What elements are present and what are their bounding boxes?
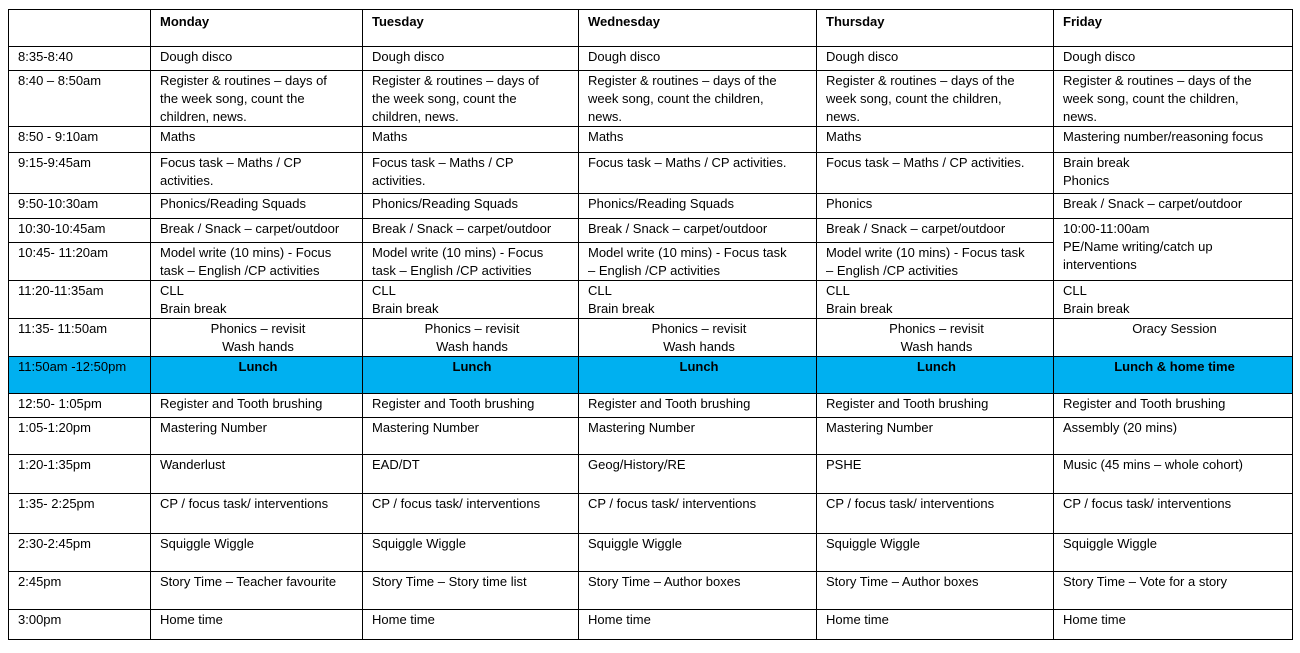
cell-line: – English /CP activities bbox=[826, 263, 958, 278]
cell-line: Model write (10 mins) - Focus bbox=[160, 245, 332, 260]
slot-monday bbox=[151, 534, 363, 572]
timetable bbox=[8, 9, 1293, 640]
cell-line: Squiggle Wiggle bbox=[160, 536, 254, 551]
slot-wednesday bbox=[579, 357, 817, 394]
day-wednesday: Wednesday bbox=[579, 10, 817, 47]
cell-line: week song, count the children, bbox=[826, 91, 1002, 106]
slot-thursday bbox=[817, 418, 1054, 455]
cell-line: Register and Tooth brushing bbox=[372, 396, 535, 411]
schedule-row bbox=[9, 418, 1293, 455]
slot-thursday bbox=[817, 610, 1054, 640]
cell-line: task – English /CP activities bbox=[160, 263, 320, 278]
cell-line: CLL bbox=[372, 283, 396, 298]
cell-line: Lunch bbox=[917, 359, 956, 374]
cell-line: Model write (10 mins) - Focus task bbox=[588, 245, 787, 260]
slot-wednesday bbox=[579, 418, 817, 455]
schedule-row bbox=[9, 71, 1293, 127]
cell-line: Register and Tooth brushing bbox=[160, 396, 323, 411]
cell-line: week song, count the children, bbox=[1063, 91, 1239, 106]
cell-line: Model write (10 mins) - Focus bbox=[372, 245, 544, 260]
cell-line: Mastering Number bbox=[372, 420, 479, 435]
slot-monday bbox=[151, 281, 363, 319]
cell-line: Focus task – Maths / CP activities. bbox=[588, 155, 787, 170]
cell-line: Story Time – Vote for a story bbox=[1063, 574, 1228, 589]
cell-line: Dough disco bbox=[372, 49, 445, 64]
cell-line: Story Time – Author boxes bbox=[588, 574, 741, 589]
slot-wednesday bbox=[579, 71, 817, 127]
schedule-row bbox=[9, 153, 1293, 194]
schedule-row bbox=[9, 494, 1293, 534]
slot-wednesday bbox=[579, 455, 817, 494]
cell-line: Focus task – Maths / CP activities. bbox=[826, 155, 1025, 170]
cell-line: Phonics – revisit bbox=[210, 321, 306, 336]
cell-line: Register & routines – days of bbox=[160, 73, 327, 88]
cell-line: Mastering Number bbox=[160, 420, 267, 435]
slot-monday bbox=[151, 71, 363, 127]
slot-monday bbox=[151, 494, 363, 534]
cell-line: Register & routines – days of the bbox=[826, 73, 1015, 88]
cell-line: Lunch & home time bbox=[1114, 359, 1235, 374]
cell-line: Maths bbox=[826, 129, 862, 144]
time-cell: 9:15-9:45am bbox=[9, 153, 151, 194]
cell-line: PSHE bbox=[826, 457, 862, 472]
cell-line: Phonics – revisit bbox=[889, 321, 984, 336]
slot-thursday bbox=[817, 47, 1054, 71]
cell-line: Phonics/Reading Squads bbox=[372, 196, 518, 211]
cell-line: Maths bbox=[372, 129, 408, 144]
slot-friday bbox=[1054, 610, 1293, 640]
time-cell: 8:50 - 9:10am bbox=[9, 127, 151, 153]
cell-line: CP / focus task/ interventions bbox=[372, 496, 541, 511]
cell-line: Brain break bbox=[826, 301, 893, 316]
cell-line: Dough disco bbox=[160, 49, 233, 64]
schedule-row bbox=[9, 47, 1293, 71]
slot-thursday bbox=[817, 71, 1054, 127]
slot-wednesday bbox=[579, 319, 817, 357]
cell-line: Oracy Session bbox=[1132, 321, 1217, 336]
cell-line: Maths bbox=[160, 129, 196, 144]
cell-line: Mastering Number bbox=[826, 420, 933, 435]
cell-line: CP / focus task/ interventions bbox=[160, 496, 329, 511]
cell-line: Wash hands bbox=[663, 339, 735, 354]
time-cell: 12:50- 1:05pm bbox=[9, 394, 151, 418]
slot-wednesday bbox=[579, 194, 817, 219]
cell-line: CLL bbox=[1063, 283, 1087, 298]
cell-line: Focus task – Maths / CP bbox=[372, 155, 514, 170]
cell-line: Brain break bbox=[1063, 301, 1130, 316]
slot-thursday bbox=[817, 219, 1054, 243]
cell-line: Story Time – Story time list bbox=[372, 574, 527, 589]
slot-thursday bbox=[817, 153, 1054, 194]
cell-line: news. bbox=[1063, 109, 1097, 124]
slot-friday bbox=[1054, 281, 1293, 319]
slot-monday bbox=[151, 194, 363, 219]
slot-thursday bbox=[817, 394, 1054, 418]
day-friday: Friday bbox=[1054, 10, 1293, 47]
cell-line: CLL bbox=[826, 283, 850, 298]
slot-tuesday bbox=[363, 243, 579, 281]
cell-line: Squiggle Wiggle bbox=[1063, 536, 1157, 551]
schedule-row bbox=[9, 572, 1293, 610]
cell-line: the week song, count the bbox=[372, 91, 517, 106]
cell-line: children, news. bbox=[160, 109, 247, 124]
cell-line: Squiggle Wiggle bbox=[372, 536, 466, 551]
slot-tuesday bbox=[363, 610, 579, 640]
cell-line: Break / Snack – carpet/outdoor bbox=[826, 221, 1006, 236]
cell-line: Register and Tooth brushing bbox=[588, 396, 751, 411]
slot-monday bbox=[151, 219, 363, 243]
time-cell: 11:50am -12:50pm bbox=[9, 357, 151, 394]
cell-line: Phonics bbox=[1063, 173, 1110, 188]
cell-line: Squiggle Wiggle bbox=[588, 536, 682, 551]
cell-line: Brain break bbox=[1063, 155, 1130, 170]
time-cell: 1:20-1:35pm bbox=[9, 455, 151, 494]
slot-wednesday bbox=[579, 47, 817, 71]
schedule-row bbox=[9, 610, 1293, 640]
slot-friday bbox=[1054, 47, 1293, 71]
schedule-row bbox=[9, 455, 1293, 494]
slot-monday bbox=[151, 455, 363, 494]
cell-line: task – English /CP activities bbox=[372, 263, 532, 278]
schedule-row bbox=[9, 127, 1293, 153]
slot-friday bbox=[1054, 153, 1293, 194]
time-cell: 2:30-2:45pm bbox=[9, 534, 151, 572]
slot-thursday bbox=[817, 534, 1054, 572]
day-tuesday: Tuesday bbox=[363, 10, 579, 47]
slot-friday bbox=[1054, 357, 1293, 394]
cell-line: Squiggle Wiggle bbox=[826, 536, 920, 551]
cell-line: Wanderlust bbox=[160, 457, 226, 472]
cell-line: Break / Snack – carpet/outdoor bbox=[372, 221, 552, 236]
cell-line: CLL bbox=[588, 283, 612, 298]
schedule-row bbox=[9, 219, 1293, 243]
slot-tuesday bbox=[363, 127, 579, 153]
cell-line: interventions bbox=[1063, 257, 1137, 272]
slot-wednesday bbox=[579, 153, 817, 194]
slot-thursday bbox=[817, 572, 1054, 610]
cell-line: Phonics – revisit bbox=[424, 321, 520, 336]
slot-monday bbox=[151, 153, 363, 194]
slot-friday bbox=[1054, 418, 1293, 455]
cell-line: Phonics – revisit bbox=[651, 321, 747, 336]
cell-line: Home time bbox=[372, 612, 435, 627]
slot-friday bbox=[1054, 194, 1293, 219]
slot-tuesday bbox=[363, 394, 579, 418]
slot-monday bbox=[151, 572, 363, 610]
cell-line: 10:00-11:00am bbox=[1063, 221, 1150, 236]
slot-wednesday bbox=[579, 127, 817, 153]
header-row bbox=[9, 10, 1293, 47]
cell-line: Phonics/Reading Squads bbox=[588, 196, 734, 211]
slot-wednesday bbox=[579, 243, 817, 281]
cell-line: Model write (10 mins) - Focus task bbox=[826, 245, 1025, 260]
cell-line: Register and Tooth brushing bbox=[826, 396, 989, 411]
time-cell: 8:40 – 8:50am bbox=[9, 71, 151, 127]
slot-friday bbox=[1054, 572, 1293, 610]
slot-monday bbox=[151, 610, 363, 640]
slot-wednesday bbox=[579, 394, 817, 418]
slot-wednesday bbox=[579, 610, 817, 640]
slot-tuesday bbox=[363, 494, 579, 534]
cell-line: EAD/DT bbox=[372, 457, 420, 472]
slot-wednesday bbox=[579, 572, 817, 610]
cell-line: PE/Name writing/catch up bbox=[1063, 239, 1213, 254]
time-cell: 8:35-8:40 bbox=[9, 47, 151, 71]
slot-monday bbox=[151, 243, 363, 281]
cell-line: – English /CP activities bbox=[588, 263, 720, 278]
cell-line: Break / Snack – carpet/outdoor bbox=[588, 221, 768, 236]
slot-friday bbox=[1054, 319, 1293, 357]
slot-monday bbox=[151, 127, 363, 153]
cell-line: children, news. bbox=[372, 109, 459, 124]
slot-monday bbox=[151, 319, 363, 357]
schedule-row bbox=[9, 319, 1293, 357]
cell-line: Geog/History/RE bbox=[588, 457, 686, 472]
slot-friday bbox=[1054, 534, 1293, 572]
lunch-row bbox=[9, 357, 1293, 394]
cell-line: Register and Tooth brushing bbox=[1063, 396, 1226, 411]
time-cell: 10:45- 11:20am bbox=[9, 243, 151, 281]
cell-line: Mastering Number bbox=[588, 420, 695, 435]
cell-line: Home time bbox=[160, 612, 223, 627]
cell-line: Brain break bbox=[372, 301, 439, 316]
cell-line: CP / focus task/ interventions bbox=[588, 496, 757, 511]
cell-line: Focus task – Maths / CP bbox=[160, 155, 302, 170]
slot-wednesday bbox=[579, 281, 817, 319]
slot-tuesday bbox=[363, 572, 579, 610]
slot-tuesday bbox=[363, 281, 579, 319]
schedule-row bbox=[9, 281, 1293, 319]
slot-thursday bbox=[817, 319, 1054, 357]
cell-line: Wash hands bbox=[900, 339, 973, 354]
slot-tuesday bbox=[363, 47, 579, 71]
cell-line: Home time bbox=[1063, 612, 1126, 627]
cell-line: Break / Snack – carpet/outdoor bbox=[160, 221, 340, 236]
slot-thursday bbox=[817, 455, 1054, 494]
cell-line: Wash hands bbox=[222, 339, 294, 354]
slot-friday bbox=[1054, 494, 1293, 534]
cell-line: Music (45 mins – whole cohort) bbox=[1063, 457, 1243, 472]
time-cell: 3:00pm bbox=[9, 610, 151, 640]
time-cell: 11:20-11:35am bbox=[9, 281, 151, 319]
day-thursday: Thursday bbox=[817, 10, 1054, 47]
slot-tuesday bbox=[363, 71, 579, 127]
cell-line: Wash hands bbox=[436, 339, 508, 354]
slot-tuesday bbox=[363, 153, 579, 194]
slot-thursday bbox=[817, 194, 1054, 219]
cell-line: Maths bbox=[588, 129, 624, 144]
slot-tuesday bbox=[363, 455, 579, 494]
slot-wednesday bbox=[579, 534, 817, 572]
slot-monday bbox=[151, 47, 363, 71]
slot-thursday bbox=[817, 357, 1054, 394]
slot-tuesday bbox=[363, 319, 579, 357]
cell-line: Register & routines – days of the bbox=[1063, 73, 1252, 88]
cell-line: Dough disco bbox=[826, 49, 899, 64]
corner-cell bbox=[9, 10, 151, 47]
cell-line: Register & routines – days of the bbox=[588, 73, 777, 88]
cell-line: activities. bbox=[160, 173, 214, 188]
slot-monday bbox=[151, 357, 363, 394]
cell-line: Dough disco bbox=[588, 49, 661, 64]
cell-line: Brain break bbox=[160, 301, 227, 316]
cell-line: Break / Snack – carpet/outdoor bbox=[1063, 196, 1243, 211]
cell-line: Home time bbox=[826, 612, 889, 627]
slot-tuesday bbox=[363, 357, 579, 394]
slot-thursday bbox=[817, 127, 1054, 153]
schedule-row bbox=[9, 394, 1293, 418]
time-cell: 11:35- 11:50am bbox=[9, 319, 151, 357]
cell-line: week song, count the children, bbox=[588, 91, 764, 106]
time-cell: 2:45pm bbox=[9, 572, 151, 610]
slot-monday bbox=[151, 394, 363, 418]
cell-line: Phonics bbox=[826, 196, 873, 211]
slot-tuesday bbox=[363, 219, 579, 243]
cell-line: CP / focus task/ interventions bbox=[1063, 496, 1232, 511]
cell-line: CP / focus task/ interventions bbox=[826, 496, 995, 511]
cell-line: news. bbox=[826, 109, 860, 124]
slot-tuesday bbox=[363, 194, 579, 219]
slot-thursday bbox=[817, 281, 1054, 319]
cell-line: Lunch bbox=[238, 359, 278, 374]
schedule-row bbox=[9, 194, 1293, 219]
cell-line: Phonics/Reading Squads bbox=[160, 196, 306, 211]
slot-thursday bbox=[817, 243, 1054, 281]
cell-line: Home time bbox=[588, 612, 651, 627]
slot-friday bbox=[1054, 127, 1293, 153]
cell-line: Assembly (20 mins) bbox=[1063, 420, 1178, 435]
cell-line: news. bbox=[588, 109, 622, 124]
time-cell: 10:30-10:45am bbox=[9, 219, 151, 243]
slot-wednesday bbox=[579, 219, 817, 243]
schedule-row bbox=[9, 534, 1293, 572]
cell-line: Register & routines – days of bbox=[372, 73, 539, 88]
slot-thursday bbox=[817, 494, 1054, 534]
cell-line: Brain break bbox=[588, 301, 655, 316]
cell-line: Lunch bbox=[452, 359, 492, 374]
cell-line: Lunch bbox=[679, 359, 719, 374]
slot-friday bbox=[1054, 394, 1293, 418]
cell-line: Mastering number/reasoning focus bbox=[1063, 129, 1264, 144]
slot-friday-merged bbox=[1054, 219, 1293, 281]
slot-friday bbox=[1054, 71, 1293, 127]
slot-monday bbox=[151, 418, 363, 455]
day-monday: Monday bbox=[151, 10, 363, 47]
slot-tuesday bbox=[363, 418, 579, 455]
time-cell: 1:05-1:20pm bbox=[9, 418, 151, 455]
timetable-body bbox=[9, 47, 1293, 640]
time-cell: 9:50-10:30am bbox=[9, 194, 151, 219]
time-cell: 1:35- 2:25pm bbox=[9, 494, 151, 534]
slot-friday bbox=[1054, 455, 1293, 494]
cell-line: CLL bbox=[160, 283, 184, 298]
slot-wednesday bbox=[579, 494, 817, 534]
slot-tuesday bbox=[363, 534, 579, 572]
cell-line: activities. bbox=[372, 173, 426, 188]
cell-line: Dough disco bbox=[1063, 49, 1136, 64]
cell-line: Story Time – Teacher favourite bbox=[160, 574, 337, 589]
cell-line: Story Time – Author boxes bbox=[826, 574, 979, 589]
cell-line: the week song, count the bbox=[160, 91, 305, 106]
